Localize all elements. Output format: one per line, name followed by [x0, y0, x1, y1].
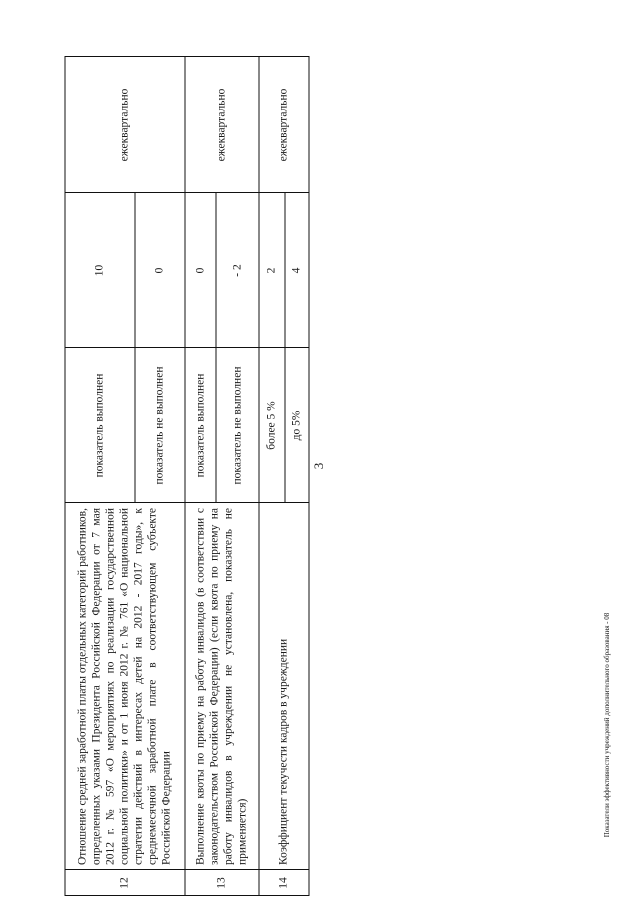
criterion-score: 4: [290, 267, 303, 274]
criterion-condition: показатель выполнен: [93, 373, 106, 478]
criterion-condition: показатель выполнен: [194, 373, 206, 478]
criterion-score: - 2: [231, 264, 243, 277]
criterion-condition: показатель не выполнен: [231, 366, 243, 485]
criterion-score: 10: [93, 264, 106, 277]
row-number: 14: [277, 877, 290, 889]
periodicity: ежеквартально: [118, 88, 131, 162]
criterion-condition: более 5 %: [265, 401, 278, 450]
row-number: 12: [118, 877, 131, 889]
indicator-text: Коэффициент текучести кадров в учреждении: [277, 638, 290, 865]
criterion-score: 0: [153, 267, 166, 274]
indicator-table: [65, 56, 310, 896]
periodicity: ежеквартально: [277, 88, 290, 162]
indicator-text: Выполнение квоты по приему на работу инвалидов (в соответствии с законодательством Российской Федерации) (если квота по приему на работу инвалидов в учреждении не установлена, показатель не применяется): [194, 508, 249, 865]
indicator-text: Отношение средней заработной платы отдельных категорий работников, определенных указами Президента Российской Федерации от 7 мая 2012 г. № 597 «О мероприятиях по реализации государственной социальной политики» и от 1 июня 2012 г. № 761 «О национальной стратегии действий в интересах детей на 2012 - 2017 годы», к среднемесячной заработной плате в соответствующем субъекте Российской Федерации: [76, 508, 173, 865]
footer-note: Показатели эффективности учреждений дополнительного образования - 08: [603, 612, 611, 838]
criterion-score: 0: [194, 267, 206, 274]
criterion-score: 2: [265, 267, 278, 274]
periodicity: ежеквартально: [215, 88, 228, 162]
row-number: 13: [215, 877, 228, 889]
page-number: 3: [311, 462, 326, 470]
criterion-condition: до 5%: [290, 410, 303, 441]
criterion-condition: показатель не выполнен: [153, 366, 166, 485]
table-border-bottom: [309, 56, 310, 896]
